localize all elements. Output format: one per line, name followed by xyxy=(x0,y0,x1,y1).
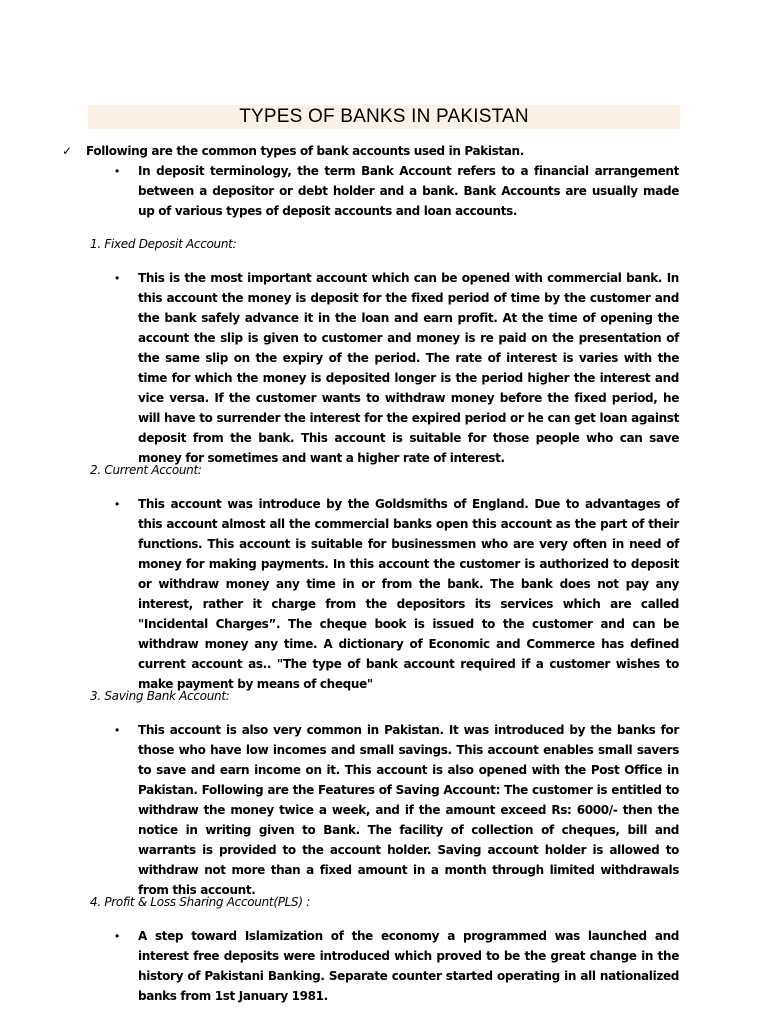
title-banner xyxy=(88,105,680,129)
section-paragraph-fixed-deposit: This is the most important account which can be opened with commercial bank. In this account the money is deposit for the fixed period of time by the customer and the bank safely advance it in the loan and earn profit. At the time of opening the account the slip is given to customer and money is re paid on the presentation of the same slip on the expiry of the period. The rate of interest is varies with the time for which the money is deposited longer is the period higher the interest and vice versa. If the customer wants to withdraw money before the fixed period, he will have to surrender the interest for the expired period or he can get loan against deposit from the bank. This account is suitable for those people who can save money for sometimes and want a higher rate of interest. xyxy=(138,271,679,465)
bullet-icon: • xyxy=(115,929,120,943)
intro-text: Following are the common types of bank accounts used in Pakistan. xyxy=(86,144,524,158)
section-heading-pls: 4. Profit & Loss Sharing Account(PLS) : xyxy=(90,895,310,909)
section-paragraph-saving: This account is also very common in Pakistan. It was introduced by the banks for those who have low incomes and small savings. This account enables small savers to save and earn income on it. This account is also opened with the Post Office in Pakistan. Following are the Features of Saving Account: The customer is entitled to withdraw the money twice a week, and if the amount exceed Rs: 6000/- then the notice in writing given to Bank. The facility of collection of cheques, bill and warrants is provided to the account holder. Saving account holder is allowed to withdraw not more than a fixed amount in a month through limited withdrawals from this account. xyxy=(138,723,679,897)
bullet-icon: • xyxy=(115,164,120,178)
section-paragraph-pls: A step toward Islamization of the economy a programmed was launched and interest free deposits were introduced which proved to be the great change in the history of Pakistani Banking. Separate counter started operating in all nationalized banks from 1st January 1981. xyxy=(138,929,679,1003)
section-paragraph-current: This account was introduce by the Goldsmiths of England. Due to advantages of this account almost all the commercial banks open this account as the part of their functions. This account is suitable for businessmen who are very often in need of money for making payments. In this account the customer is authorized to deposit or withdraw money any time in or from the bank. The bank does not pay any interest, rather it charge from the depositors its services which are called "Incidental Charges”. The cheque book is issued to the customer and can be withdraw money any time. A dictionary of Economic and Commerce has defined current account as.. "The type of bank account required if a customer wishes to make payment by means of cheque" xyxy=(138,497,679,691)
section-heading-saving: 3. Saving Bank Account: xyxy=(90,689,230,703)
bullet-icon: • xyxy=(115,723,120,737)
section-heading-fixed-deposit: 1. Fixed Deposit Account: xyxy=(90,237,237,251)
section-heading-current: 2. Current Account: xyxy=(90,463,202,477)
intro-bullet-paragraph: In deposit terminology, the term Bank Account refers to a financial arrangement between a depositor or debt holder and a bank. Bank Accounts are usually made up of various types of deposit accounts and loan accounts. xyxy=(138,164,679,218)
bullet-icon: • xyxy=(115,497,120,511)
page-title: TYPES OF BANKS IN PAKISTAN xyxy=(239,106,529,127)
bullet-icon: • xyxy=(115,271,120,285)
check-mark-icon: ✓ xyxy=(62,144,72,158)
